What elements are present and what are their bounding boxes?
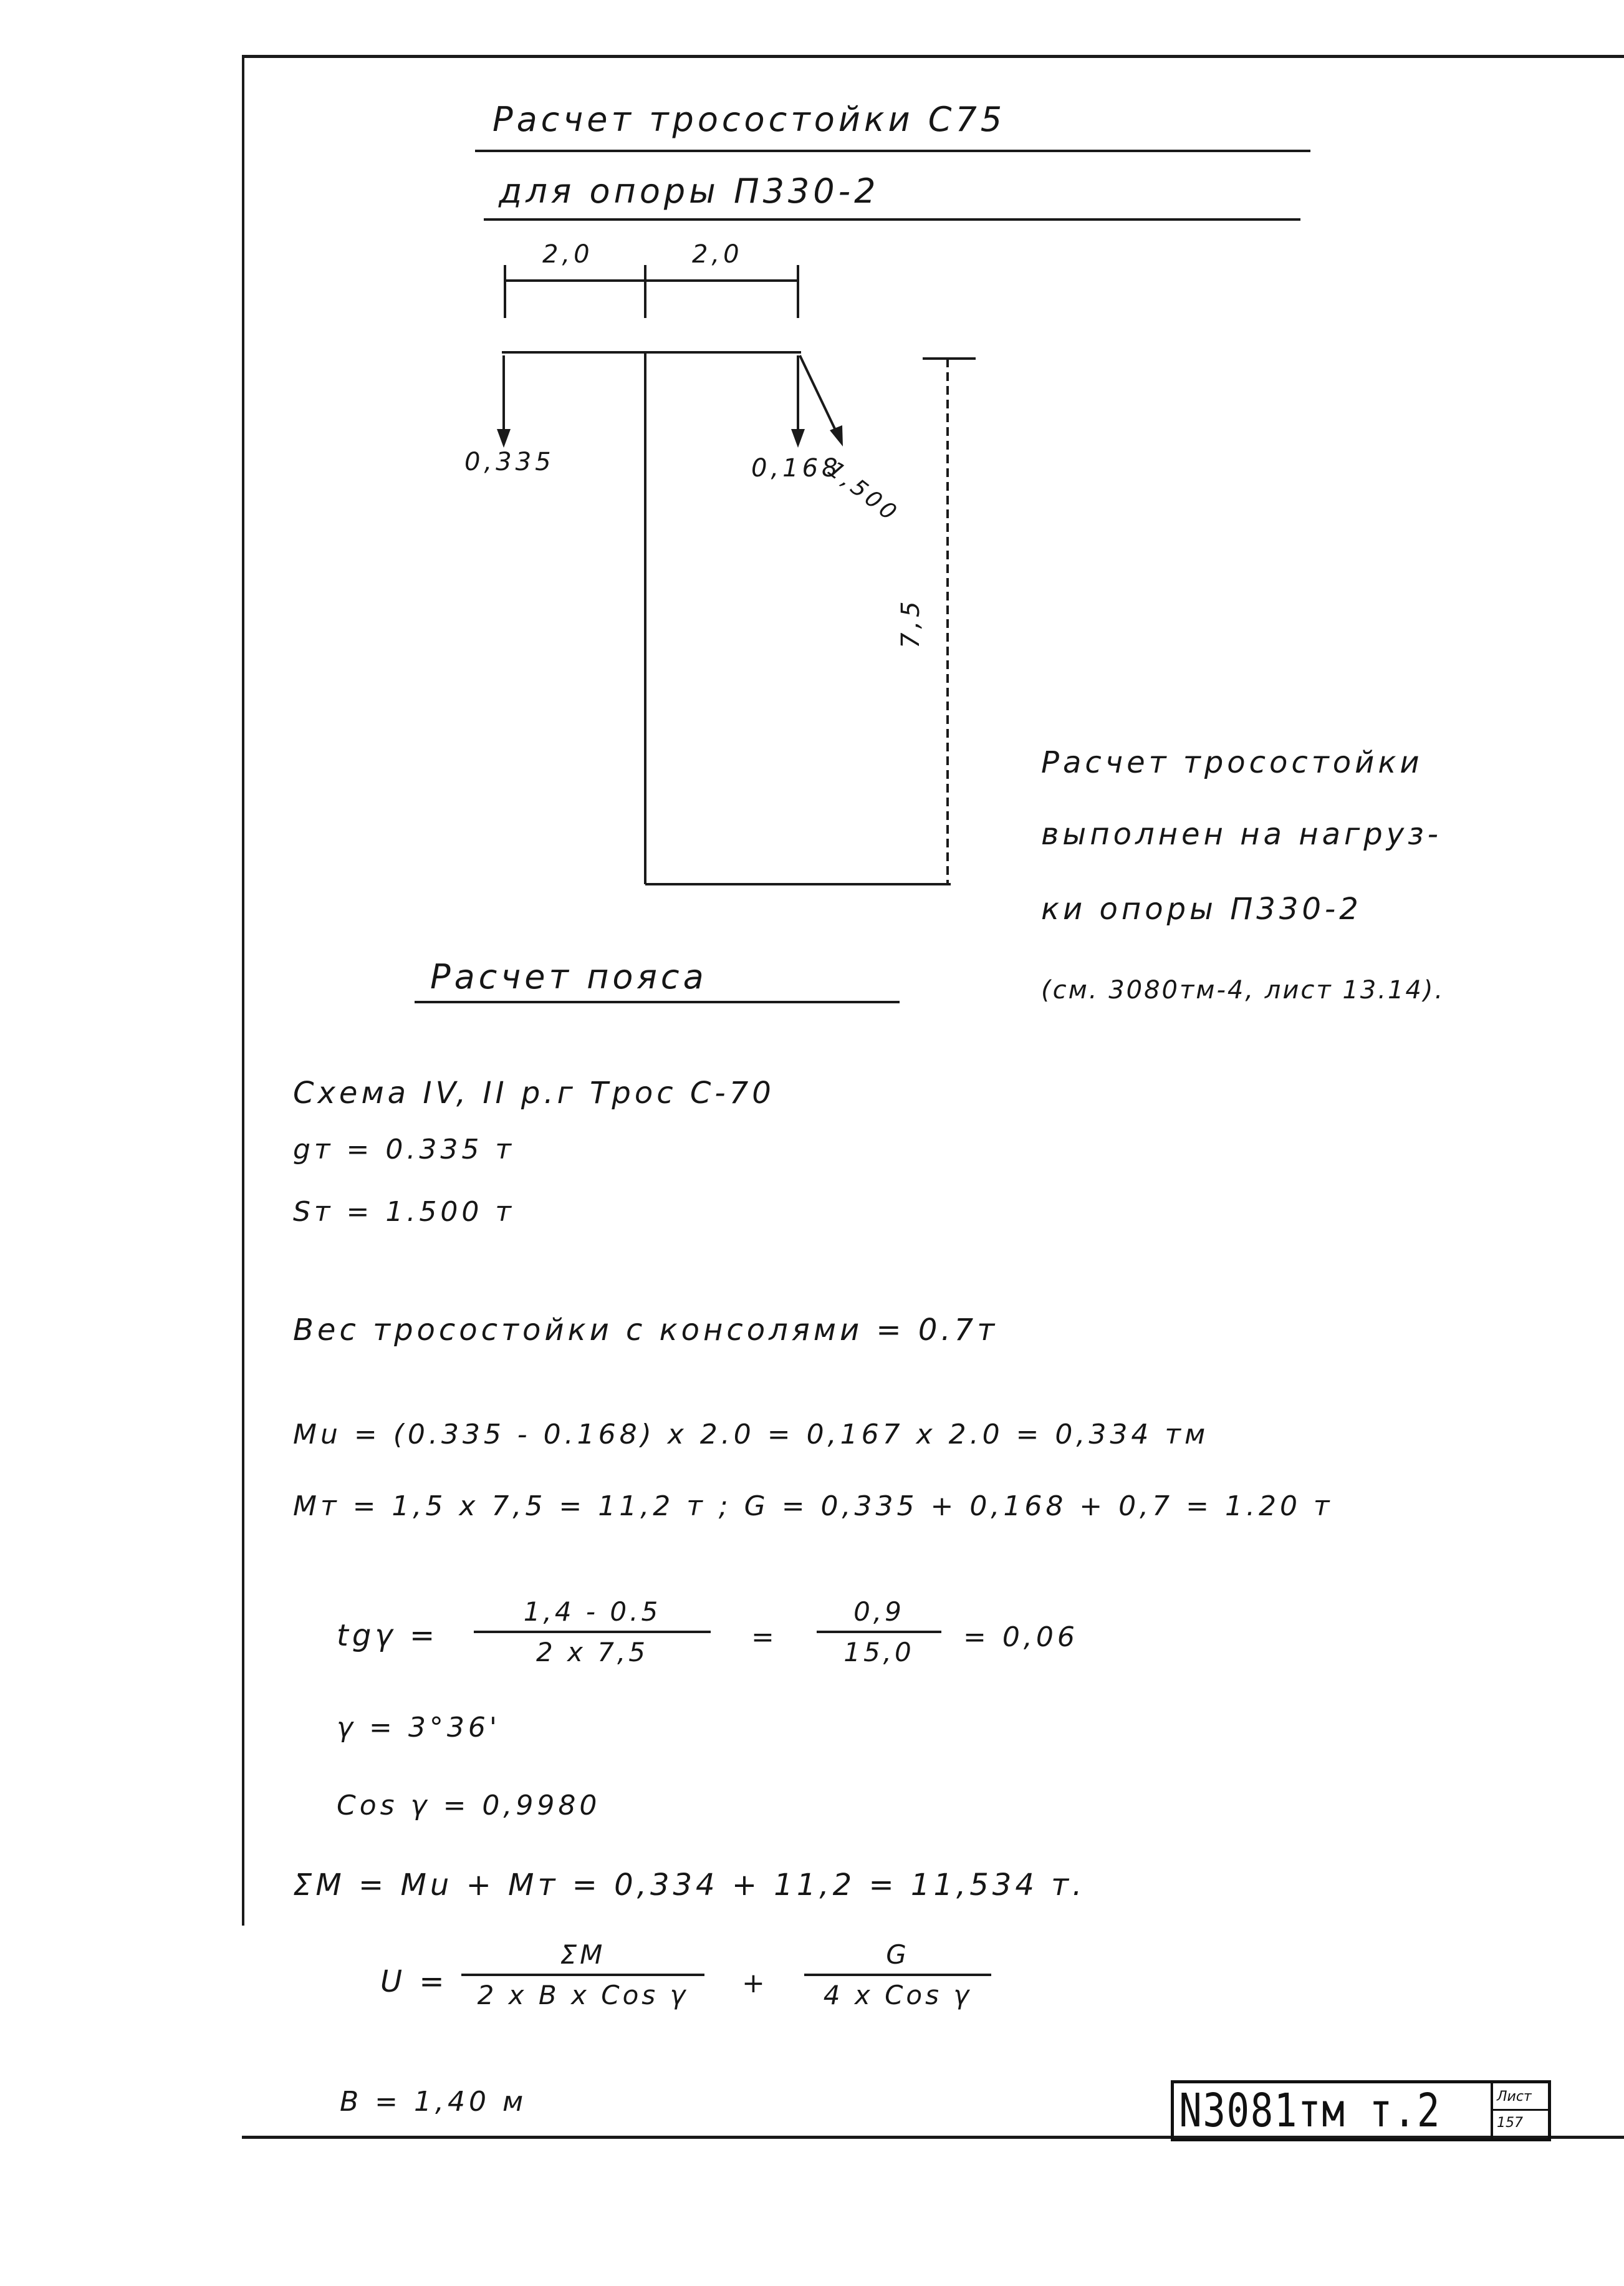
calc-u-fraction-1 bbox=[461, 1939, 704, 2010]
calc-u-fraction-bar-2 bbox=[804, 1974, 991, 1976]
calc-tg-numerator-1: 1,4 - 0.5 bbox=[523, 1596, 661, 1627]
calc-u-lhs: U = bbox=[380, 1964, 448, 1999]
calc-s: Sт = 1.500 т bbox=[293, 1196, 515, 1228]
calc-moment-mu: Mu = (0.335 - 0.168) x 2.0 = 0,167 x 2.0 = 0,334 тм bbox=[293, 1419, 1209, 1450]
stamp-code: N3081тм т.2 bbox=[1179, 2084, 1441, 2138]
note-line1: Расчет тросостойки bbox=[1041, 745, 1423, 780]
stamp-sheet-number: 157 bbox=[1497, 2115, 1523, 2131]
calc-tg-fraction-1 bbox=[474, 1596, 711, 1667]
calc-u-numerator-1: ΣM bbox=[560, 1939, 606, 1970]
calc-cos: Cos γ = 0,9980 bbox=[337, 1790, 601, 1821]
stamp-sheet-label: Лист bbox=[1493, 2083, 1548, 2111]
calc-u-fraction-2 bbox=[804, 1939, 991, 2010]
calc-tg-equals: = bbox=[751, 1621, 778, 1653]
calc-tg-denominator-2: 15,0 bbox=[843, 1637, 915, 1667]
title-line1: Расчет тросостойки С75 bbox=[492, 100, 1006, 139]
load-right-label: 0,168 bbox=[751, 454, 842, 483]
calc-u-plus: + bbox=[742, 1967, 769, 1999]
stamp-sheet-box bbox=[1491, 2083, 1548, 2138]
calc-tg-fraction-bar-1 bbox=[474, 1631, 711, 1633]
calc-weight: Вес тросостойки с консолями = 0.7т bbox=[293, 1313, 999, 1348]
section-title-underline bbox=[415, 1001, 900, 1003]
calc-tg-fraction-2 bbox=[817, 1596, 941, 1667]
note-line3: ки опоры П330-2 bbox=[1041, 892, 1362, 927]
calc-tg-result: = 0,06 bbox=[963, 1621, 1079, 1653]
calc-u-denominator-1: 2 x B x Cos γ bbox=[477, 1980, 689, 2010]
document-stamp bbox=[1171, 2080, 1551, 2141]
title-line2: для опоры П330-2 bbox=[499, 171, 880, 211]
dimension-right-label: 2,0 bbox=[692, 240, 743, 269]
load-left-label: 0,335 bbox=[464, 448, 555, 476]
note-line4: (см. 3080тм-4, лист 13.14). bbox=[1041, 976, 1445, 1005]
dimension-left-label: 2,0 bbox=[542, 240, 593, 269]
calc-scheme: Схема IV, II р.г Трос С-70 bbox=[293, 1076, 775, 1111]
calc-tg-lhs: tgγ = bbox=[337, 1618, 439, 1653]
calc-b: B = 1,40 м bbox=[340, 2086, 527, 2118]
calc-tg-fraction-bar-2 bbox=[817, 1631, 941, 1633]
note-line2: выполнен на нагруз- bbox=[1041, 817, 1442, 852]
section-title: Расчет пояса bbox=[430, 957, 708, 996]
calc-tg-numerator-2: 0,9 bbox=[853, 1596, 905, 1627]
calc-tg-denominator-1: 2 x 7,5 bbox=[536, 1637, 649, 1667]
calc-u-numerator-2: G bbox=[886, 1939, 910, 1970]
calc-gamma: γ = 3°36' bbox=[337, 1712, 501, 1743]
calc-moment-mt: Mт = 1,5 x 7,5 = 11,2 т ; G = 0,335 + 0,168 + 0,7 = 1.20 т bbox=[293, 1490, 1333, 1522]
height-label: 7,5 bbox=[896, 597, 925, 649]
calc-u-denominator-2: 4 x Cos γ bbox=[823, 1980, 973, 2010]
load-diagonal-label: 1,500 bbox=[822, 456, 904, 528]
calc-sum-moment: ΣM = Mu + Mт = 0,334 + 11,2 = 11,534 т. bbox=[293, 1868, 1086, 1903]
calc-u-fraction-bar-1 bbox=[461, 1974, 704, 1976]
calc-g: gт = 0.335 т bbox=[293, 1134, 515, 1165]
